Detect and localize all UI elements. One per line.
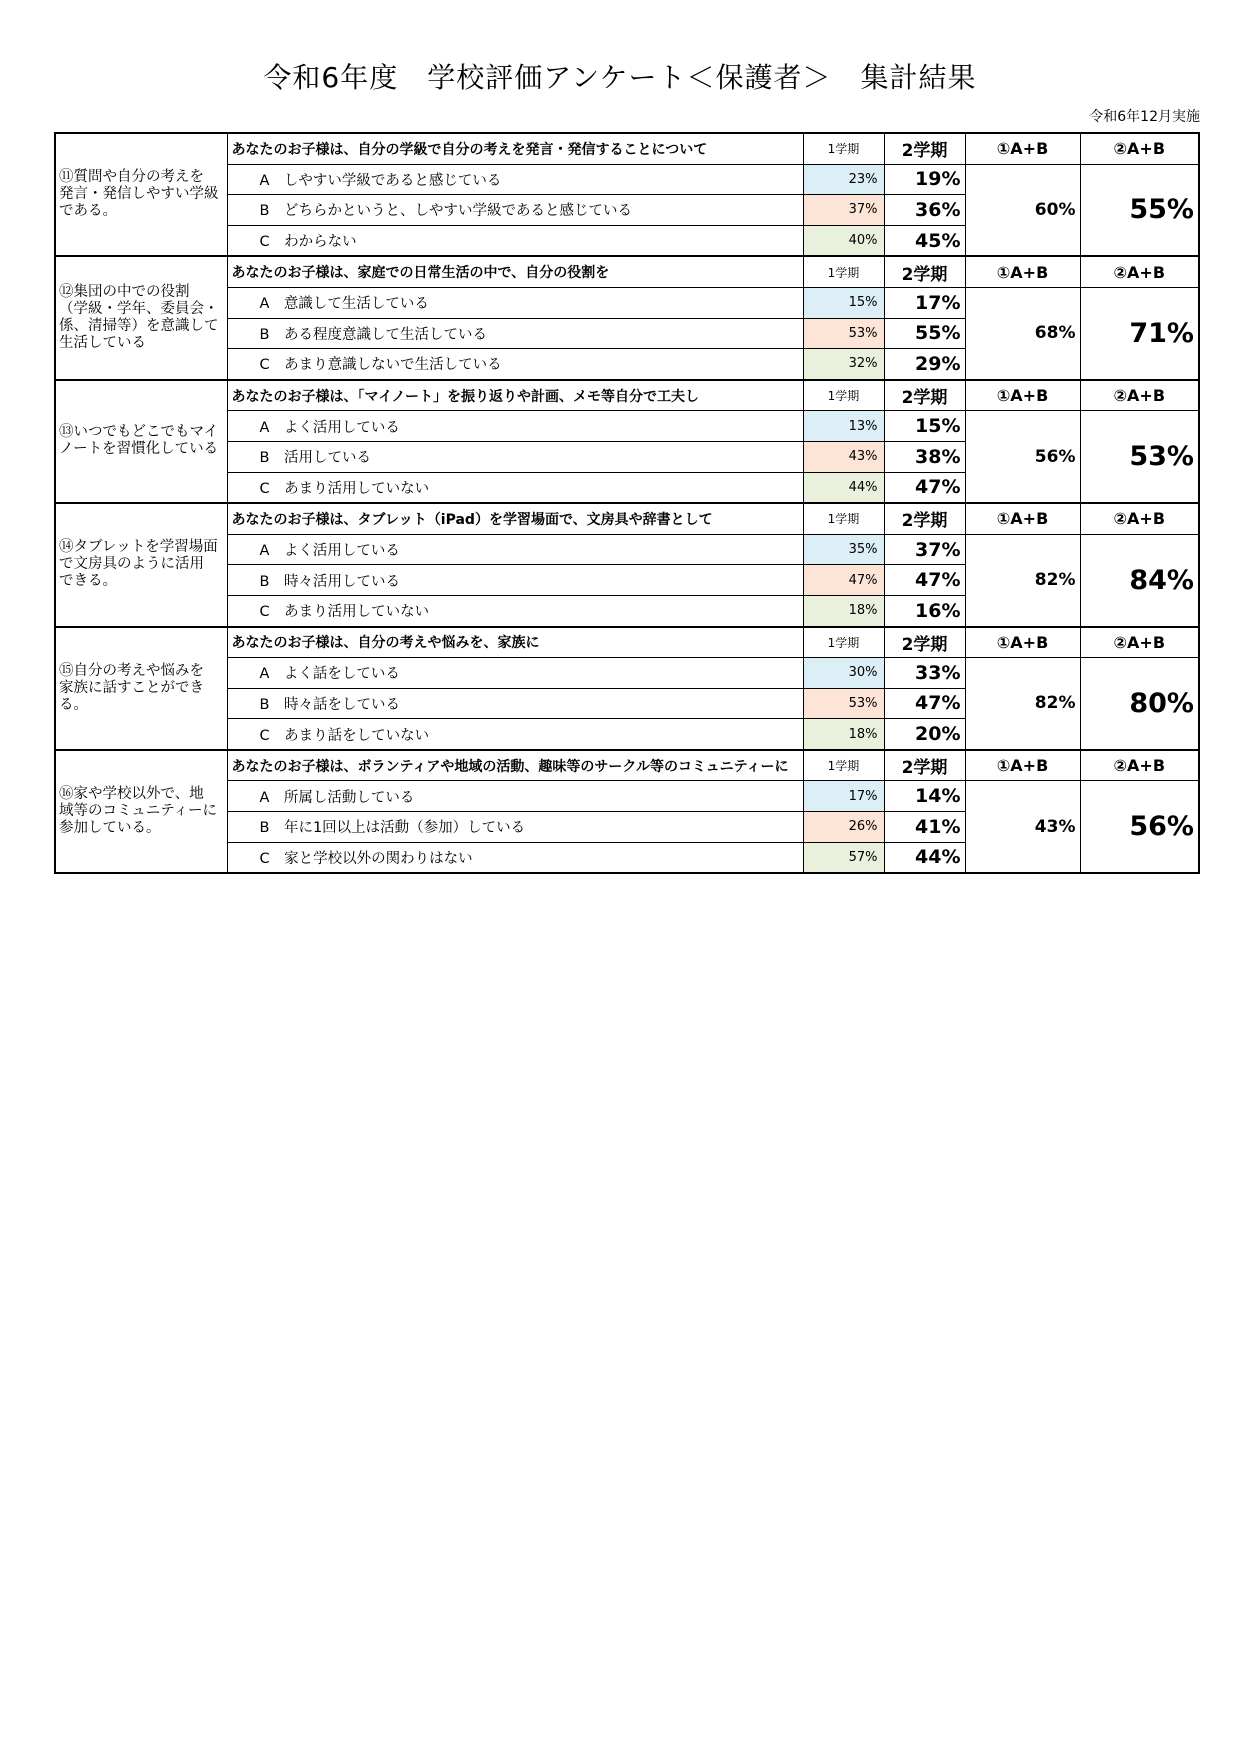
ab1-total: 82% bbox=[965, 534, 1080, 626]
answer-row bbox=[55, 658, 1199, 689]
term2-value: 36% bbox=[884, 195, 965, 226]
question-text: あなたのお子様は、家庭での日常生活の中で、自分の役割を bbox=[227, 256, 803, 287]
answer-row bbox=[55, 164, 1199, 195]
item-label: ⑫集団の中での役割 （学級・学年、委員会・ 係、清掃等）を意識して 生活している bbox=[55, 256, 227, 379]
question-text: あなたのお子様は、ボランティアや地域の活動、趣味等のサークル等のコミュニティーに bbox=[227, 750, 803, 781]
ab2-total: 80% bbox=[1080, 658, 1199, 750]
ab2-header: ②A+B bbox=[1080, 380, 1199, 411]
term2-header: 2学期 bbox=[884, 380, 965, 411]
term1-value: 15% bbox=[803, 287, 884, 318]
term1-header: 1学期 bbox=[803, 133, 884, 164]
term1-value: 37% bbox=[803, 195, 884, 226]
term1-value: 53% bbox=[803, 688, 884, 719]
term2-header: 2学期 bbox=[884, 627, 965, 658]
question-header-row bbox=[55, 256, 1199, 287]
term1-value: 23% bbox=[803, 164, 884, 195]
term1-header: 1学期 bbox=[803, 256, 884, 287]
term1-value: 44% bbox=[803, 472, 884, 503]
term2-value: 17% bbox=[884, 287, 965, 318]
question-text: あなたのお子様は、「マイノート」を振り返りや計画、メモ等自分で工夫し bbox=[227, 380, 803, 411]
term1-value: 13% bbox=[803, 411, 884, 442]
term1-value: 18% bbox=[803, 719, 884, 750]
term1-header: 1学期 bbox=[803, 750, 884, 781]
survey-table-body bbox=[55, 133, 1199, 873]
term2-value: 47% bbox=[884, 472, 965, 503]
term2-value: 55% bbox=[884, 318, 965, 349]
ab1-header: ①A+B bbox=[965, 256, 1080, 287]
survey-results-table bbox=[54, 132, 1200, 874]
answer-row bbox=[55, 287, 1199, 318]
term2-value: 47% bbox=[884, 565, 965, 596]
term2-value: 19% bbox=[884, 164, 965, 195]
answer-text: B 活用している bbox=[227, 441, 803, 472]
answer-text: C わからない bbox=[227, 225, 803, 256]
term1-header: 1学期 bbox=[803, 380, 884, 411]
survey-date: 令和6年12月実施 bbox=[1089, 109, 1200, 125]
question-header-row bbox=[55, 503, 1199, 534]
term2-header: 2学期 bbox=[884, 503, 965, 534]
ab2-header: ②A+B bbox=[1080, 627, 1199, 658]
term2-value: 14% bbox=[884, 781, 965, 812]
term1-value: 30% bbox=[803, 658, 884, 689]
term1-value: 32% bbox=[803, 349, 884, 380]
ab2-total: 84% bbox=[1080, 534, 1199, 626]
term2-value: 38% bbox=[884, 441, 965, 472]
term2-value: 41% bbox=[884, 812, 965, 843]
question-text: あなたのお子様は、自分の考えや悩みを、家族に bbox=[227, 627, 803, 658]
ab2-total: 55% bbox=[1080, 164, 1199, 256]
answer-row bbox=[55, 781, 1199, 812]
question-header-row bbox=[55, 133, 1199, 164]
answer-text: C あまり意識しないで生活している bbox=[227, 349, 803, 380]
answer-text: C 家と学校以外の関わりはない bbox=[227, 842, 803, 873]
term1-value: 26% bbox=[803, 812, 884, 843]
answer-row bbox=[55, 534, 1199, 565]
question-text: あなたのお子様は、タブレット（iPad）を学習場面で、文房具や辞書として bbox=[227, 503, 803, 534]
ab1-total: 82% bbox=[965, 658, 1080, 750]
question-header-row bbox=[55, 627, 1199, 658]
term2-value: 45% bbox=[884, 225, 965, 256]
ab1-header: ①A+B bbox=[965, 750, 1080, 781]
ab1-total: 56% bbox=[965, 411, 1080, 503]
term1-value: 17% bbox=[803, 781, 884, 812]
term2-value: 44% bbox=[884, 842, 965, 873]
page-title: 令和6年度 学校評価アンケート＜保護者＞ 集計結果 bbox=[263, 61, 977, 94]
answer-text: A 意識して生活している bbox=[227, 287, 803, 318]
ab1-total: 60% bbox=[965, 164, 1080, 256]
term1-value: 43% bbox=[803, 441, 884, 472]
term1-value: 53% bbox=[803, 318, 884, 349]
answer-text: B ある程度意識して生活している bbox=[227, 318, 803, 349]
term1-header: 1学期 bbox=[803, 627, 884, 658]
ab1-header: ①A+B bbox=[965, 380, 1080, 411]
term1-value: 18% bbox=[803, 595, 884, 626]
term2-value: 20% bbox=[884, 719, 965, 750]
term2-value: 15% bbox=[884, 411, 965, 442]
answer-text: A よく活用している bbox=[227, 411, 803, 442]
term2-header: 2学期 bbox=[884, 133, 965, 164]
ab1-total: 68% bbox=[965, 287, 1080, 379]
answer-text: B どちらかというと、しやすい学級であると感じている bbox=[227, 195, 803, 226]
item-label: ⑭タブレットを学習場面 で文房具のように活用 できる。 bbox=[55, 503, 227, 626]
term2-value: 37% bbox=[884, 534, 965, 565]
answer-row bbox=[55, 411, 1199, 442]
answer-text: B 時々活用している bbox=[227, 565, 803, 596]
term1-value: 40% bbox=[803, 225, 884, 256]
answer-text: A よく活用している bbox=[227, 534, 803, 565]
ab2-total: 56% bbox=[1080, 781, 1199, 873]
term2-value: 47% bbox=[884, 688, 965, 719]
ab2-header: ②A+B bbox=[1080, 750, 1199, 781]
answer-text: C あまり活用していない bbox=[227, 595, 803, 626]
ab2-total: 53% bbox=[1080, 411, 1199, 503]
ab1-header: ①A+B bbox=[965, 627, 1080, 658]
item-label: ⑪質問や自分の考えを 発言・発信しやすい学級 である。 bbox=[55, 133, 227, 256]
question-text: あなたのお子様は、自分の学級で自分の考えを発言・発信することについて bbox=[227, 133, 803, 164]
answer-text: B 時々話をしている bbox=[227, 688, 803, 719]
item-label: ⑬いつでもどこでもマイ ノートを習慣化している bbox=[55, 380, 227, 503]
term1-header: 1学期 bbox=[803, 503, 884, 534]
question-header-row bbox=[55, 750, 1199, 781]
term2-header: 2学期 bbox=[884, 750, 965, 781]
item-label: ⑮自分の考えや悩みを 家族に話すことができ る。 bbox=[55, 627, 227, 750]
answer-text: C あまり話をしていない bbox=[227, 719, 803, 750]
answer-text: C あまり活用していない bbox=[227, 472, 803, 503]
ab2-header: ②A+B bbox=[1080, 256, 1199, 287]
term1-value: 47% bbox=[803, 565, 884, 596]
term1-value: 57% bbox=[803, 842, 884, 873]
question-header-row bbox=[55, 380, 1199, 411]
ab2-header: ②A+B bbox=[1080, 133, 1199, 164]
item-label: ⑯家や学校以外で、地 域等のコミュニティーに 参加している。 bbox=[55, 750, 227, 873]
answer-text: A よく話をしている bbox=[227, 658, 803, 689]
term2-value: 29% bbox=[884, 349, 965, 380]
ab1-total: 43% bbox=[965, 781, 1080, 873]
ab2-total: 71% bbox=[1080, 287, 1199, 379]
answer-text: B 年に1回以上は活動（参加）している bbox=[227, 812, 803, 843]
term2-header: 2学期 bbox=[884, 256, 965, 287]
term2-value: 16% bbox=[884, 595, 965, 626]
answer-text: A しやすい学級であると感じている bbox=[227, 164, 803, 195]
ab1-header: ①A+B bbox=[965, 503, 1080, 534]
term1-value: 35% bbox=[803, 534, 884, 565]
term2-value: 33% bbox=[884, 658, 965, 689]
ab1-header: ①A+B bbox=[965, 133, 1080, 164]
ab2-header: ②A+B bbox=[1080, 503, 1199, 534]
answer-text: A 所属し活動している bbox=[227, 781, 803, 812]
